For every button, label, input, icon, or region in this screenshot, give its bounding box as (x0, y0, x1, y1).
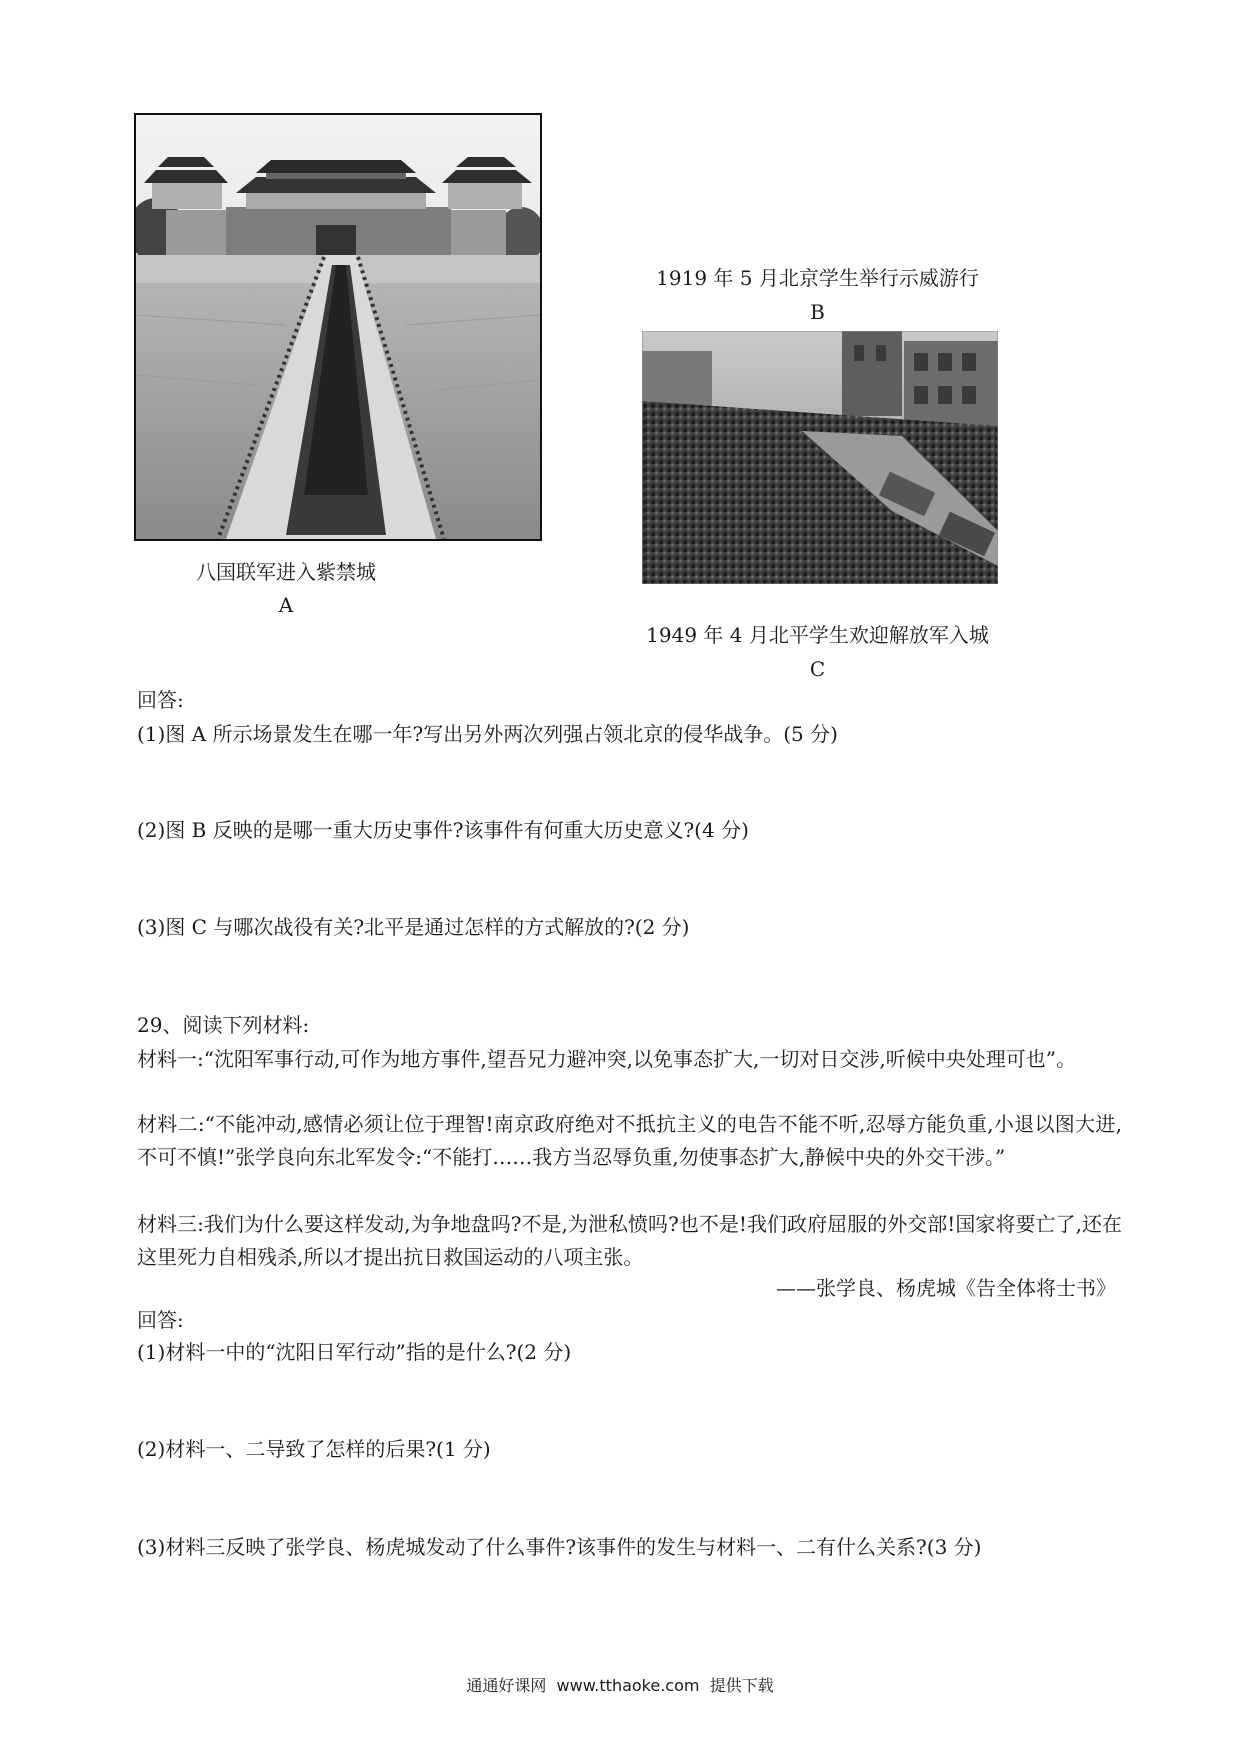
q29-question-1: (1)材料一中的“沈阳日军行动”指的是什么?(2 分) (137, 1340, 572, 1364)
letter-b: B (810, 300, 825, 324)
q29-material-2: 材料二:“不能冲动,感情必须让位于理智!南京政府绝对不抵抗主义的电告不能不听,忍辱方能负重,小退以图大进,不可不慎!”张学良向东北军发令:“不能打……我方当忍辱负重,勿使事态扩大,静候中央的外交干涉。” (137, 1112, 1122, 1169)
q29-answer-label: 回答: (137, 1308, 184, 1332)
q28-answer-label: 回答: (137, 688, 184, 712)
q29-material-3: 材料三:我们为什么要这样发动,为争地盘吗?不是,为泄私愤吗?也不是!我们政府屈服的外交部!国家将要亡了,还在这里死力自相残杀,所以才提出抗日救国运动的八项主张。 (137, 1212, 1122, 1269)
caption-b: 1919 年 5 月北京学生举行示威游行 (656, 266, 979, 290)
caption-a: 八国联军进入紫禁城 (196, 560, 376, 584)
photo-a-forbidden-city (134, 113, 542, 541)
q29-title: 29、阅读下列材料: (137, 1013, 310, 1037)
letter-a: A (278, 593, 294, 617)
q29-material-1: 材料一:“沈阳军事行动,可作为地方事件,望吾兄力避冲突,以免事态扩大,一切对日交涉,听候中央处理可也”。 (137, 1047, 1076, 1071)
q29-question-2: (2)材料一、二导致了怎样的后果?(1 分) (137, 1437, 491, 1461)
q29-question-3: (3)材料三反映了张学良、杨虎城发动了什么事件?该事件的发生与材料一、二有什么关系?(3 分) (137, 1535, 982, 1559)
page-footer: 通通好课网 www.tthaoke.com 提供下载 (466, 1676, 774, 1695)
q28-question-1: (1)图 A 所示场景发生在哪一年?写出另外两次列强占领北京的侵华战争。(5 分) (137, 722, 838, 746)
q28-question-3: (3)图 C 与哪次战役有关?北平是通过怎样的方式解放的?(2 分) (137, 915, 690, 939)
caption-c: 1949 年 4 月北平学生欢迎解放军入城 (646, 623, 989, 647)
q29-source: ——张学良、杨虎城《告全体将士书》 (776, 1276, 1116, 1300)
letter-c: C (809, 657, 826, 681)
photo-c-crowd-welcome (642, 331, 998, 584)
q28-question-2: (2)图 B 反映的是哪一重大历史事件?该事件有何重大历史意义?(4 分) (137, 818, 749, 842)
